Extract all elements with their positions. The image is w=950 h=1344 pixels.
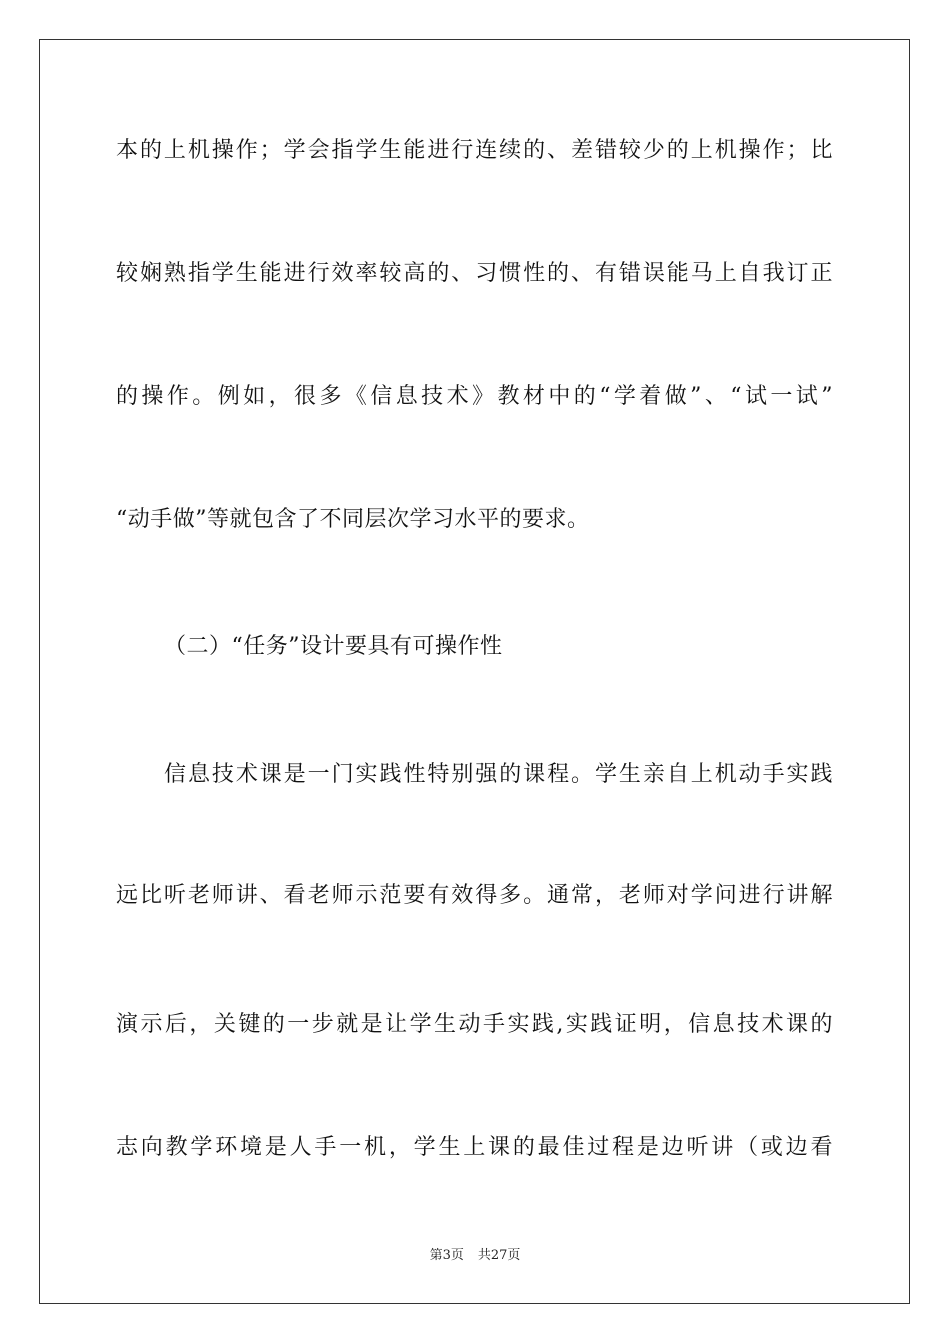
paragraph-line: 志向教学环境是人手一机，学生上课的最佳过程是边听讲（或边看 bbox=[116, 1135, 833, 1160]
paragraph-line: 较娴熟指学生能进行效率较高的、习惯性的、有错误能马上自我订正 bbox=[116, 261, 833, 286]
paragraph-line: “动手做”等就包含了不同层次学习水平的要求。 bbox=[116, 507, 590, 532]
section-heading: （二）“任务”设计要具有可操作性 bbox=[164, 634, 503, 659]
page-total: 共27页 bbox=[477, 1248, 521, 1263]
page-footer bbox=[0, 1247, 950, 1265]
paragraph-line: 的操作。例如，很多《信息技术》教材中的“学着做”、“试一试” bbox=[116, 384, 833, 409]
paragraph-line: 远比听老师讲、看老师示范要有效得多。通常，老师对学问进行讲解 bbox=[116, 883, 833, 908]
paragraph-line: 信息技术课是一门实践性特别强的课程。学生亲自上机动手实践 bbox=[164, 762, 833, 787]
page-number: 第3页 bbox=[429, 1248, 464, 1263]
paragraph-line: 演示后，关键的一步就是让学生动手实践,实践证明，信息技术课的 bbox=[116, 1012, 833, 1037]
paragraph-line: 本的上机操作；学会指学生能进行连续的、差错较少的上机操作；比 bbox=[116, 138, 833, 163]
page-border bbox=[39, 39, 910, 1304]
